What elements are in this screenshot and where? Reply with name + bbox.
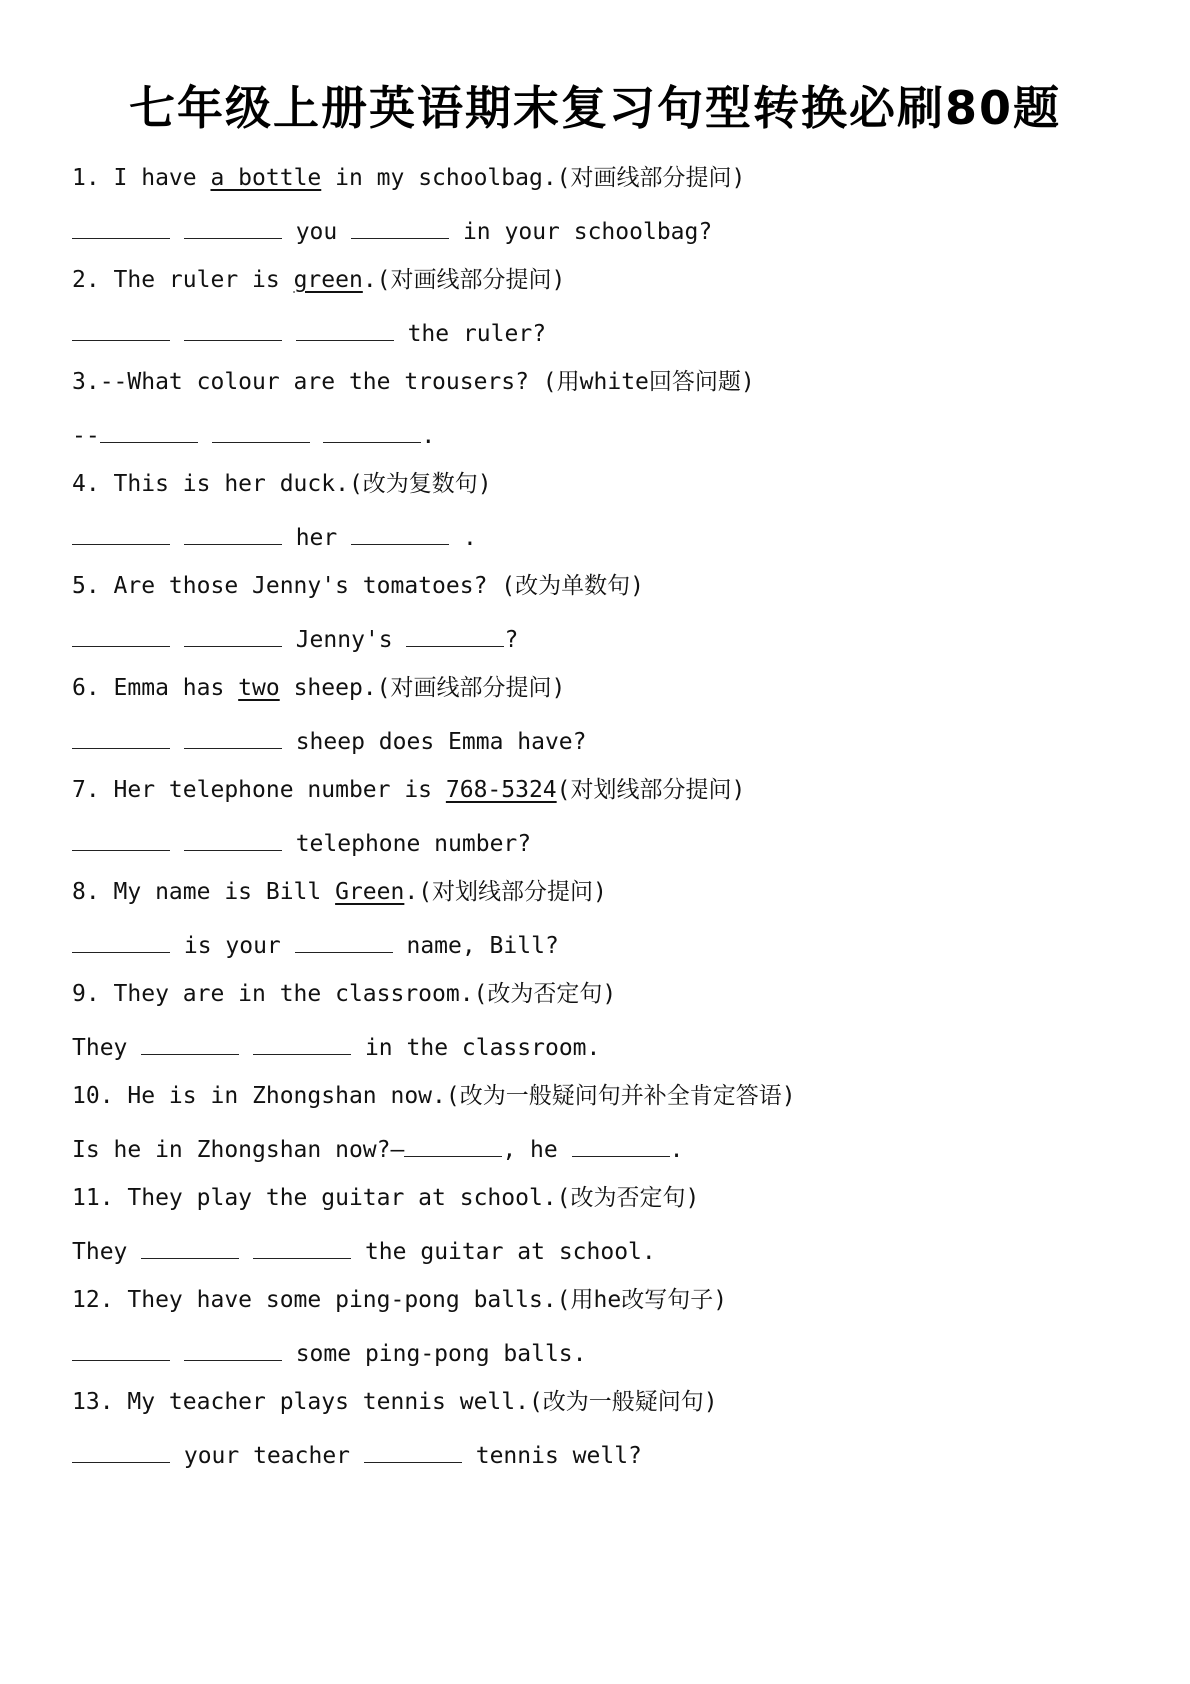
question-2	[72, 264, 565, 296]
answer-blank[interactable]	[72, 928, 170, 953]
answer-blank[interactable]	[72, 214, 170, 239]
answer-text: some ping-pong balls.	[281, 1341, 587, 1367]
answer-text: is your	[170, 933, 295, 959]
answer-text: .	[449, 525, 477, 551]
question-8-text: 8. My name is Bill	[72, 879, 336, 905]
answer-blank[interactable]	[296, 316, 394, 341]
question-2-text: 2. The ruler is	[72, 267, 294, 293]
answer-2	[72, 316, 546, 350]
answer-text: They	[72, 1239, 142, 1265]
underlined-phrase: a bottle	[210, 165, 322, 191]
answer-blank[interactable]	[72, 1336, 170, 1361]
question-8	[72, 876, 607, 908]
question-6-instruction: sheep.(对画线部分提问)	[279, 675, 566, 701]
answer-3	[72, 418, 435, 452]
answer-blank[interactable]	[72, 622, 170, 647]
answer-text: tennis well?	[461, 1443, 642, 1469]
answer-blank[interactable]	[253, 1030, 351, 1055]
answer-text: in the classroom.	[351, 1035, 601, 1061]
answer-13	[72, 1438, 642, 1472]
answer-9	[72, 1030, 600, 1064]
answer-blank[interactable]	[100, 418, 198, 443]
answer-blank[interactable]	[253, 1234, 351, 1259]
answer-blank[interactable]	[72, 826, 170, 851]
answer-7	[72, 826, 531, 860]
answer-blank[interactable]	[72, 724, 170, 749]
question-4: 4. This is her duck.(改为复数句)	[72, 471, 492, 497]
answer-blank[interactable]	[141, 1030, 239, 1055]
underlined-phrase: green	[293, 267, 363, 293]
answer-8	[72, 928, 559, 962]
question-10: 10. He is in Zhongshan now.(改为一般疑问句并补全肯定答语)	[72, 1083, 796, 1109]
answer-blank[interactable]	[184, 724, 282, 749]
answer-blank[interactable]	[295, 928, 393, 953]
answer-text: Is he in Zhongshan now?—	[72, 1137, 405, 1163]
question-8-instruction: .(对划线部分提问)	[404, 879, 607, 905]
answer-blank[interactable]	[72, 316, 170, 341]
answer-blank[interactable]	[184, 622, 282, 647]
answer-text: , he	[502, 1137, 572, 1163]
question-6-text: 6. Emma has	[72, 675, 239, 701]
answer-blank[interactable]	[184, 214, 282, 239]
answer-blank[interactable]	[323, 418, 421, 443]
answer-text: the guitar at school.	[351, 1239, 656, 1265]
answer-11	[72, 1234, 656, 1268]
question-6	[72, 672, 565, 704]
answer-blank[interactable]	[351, 520, 449, 545]
answer-blank[interactable]	[212, 418, 310, 443]
answer-text: her	[281, 525, 352, 551]
answer-blank[interactable]	[184, 1336, 282, 1361]
answer-text: They	[72, 1035, 142, 1061]
question-7-instruction: (对划线部分提问)	[556, 777, 746, 803]
answer-blank[interactable]	[184, 520, 282, 545]
question-12: 12. They have some ping-pong balls.(用he改写句子)	[72, 1287, 728, 1313]
answer-text: your teacher	[170, 1443, 364, 1469]
underlined-phrase: 768-5324	[445, 777, 557, 803]
answer-blank[interactable]	[364, 1438, 462, 1463]
question-9: 9. They are in the classroom.(改为否定句)	[72, 981, 617, 1007]
question-1-text: 1. I have	[72, 165, 211, 191]
answer-blank[interactable]	[184, 826, 282, 851]
answer-text: sheep does Emma have?	[281, 729, 587, 755]
question-1-instruction: in my schoolbag.(对画线部分提问)	[321, 165, 746, 191]
underlined-phrase: Green	[335, 879, 405, 905]
answer-text: telephone number?	[281, 831, 532, 857]
answer-text: name, Bill?	[392, 933, 559, 959]
answer-text: in your schoolbag?	[449, 219, 713, 245]
answer-12	[72, 1336, 587, 1370]
page-title: 七年级上册英语期末复习句型转换必刷80题	[128, 81, 1061, 135]
answer-4	[72, 520, 477, 554]
answer-1	[72, 214, 712, 248]
answer-blank[interactable]	[351, 214, 449, 239]
answer-text: .	[669, 1137, 684, 1163]
question-5: 5. Are those Jenny's tomatoes? (改为单数句)	[72, 573, 644, 599]
answer-10	[72, 1132, 683, 1166]
underlined-phrase: two	[238, 675, 280, 701]
question-1	[72, 162, 745, 194]
question-11: 11. They play the guitar at school.(改为否定句)	[72, 1185, 700, 1211]
answer-text: .	[421, 423, 436, 449]
answer-blank[interactable]	[184, 316, 282, 341]
answer-blank[interactable]	[72, 520, 170, 545]
answer-blank[interactable]	[72, 1438, 170, 1463]
answer-blank[interactable]	[406, 622, 504, 647]
answer-text: the ruler?	[393, 321, 547, 347]
answer-blank[interactable]	[404, 1132, 502, 1157]
question-3: 3.--What colour are the trousers? (用white回答问题)	[72, 369, 755, 395]
answer-text: you	[281, 219, 352, 245]
answer-blank[interactable]	[141, 1234, 239, 1259]
answer-text: ?	[504, 627, 519, 653]
question-7-text: 7. Her telephone number is	[72, 777, 446, 803]
question-7	[72, 774, 745, 806]
question-13: 13. My teacher plays tennis well.(改为一般疑问句)	[72, 1389, 718, 1415]
answer-text: --	[72, 423, 100, 449]
answer-text: Jenny's	[281, 627, 407, 653]
answer-6	[72, 724, 587, 758]
question-2-instruction: .(对画线部分提问)	[362, 267, 566, 293]
answer-5	[72, 622, 518, 656]
answer-blank[interactable]	[572, 1132, 670, 1157]
